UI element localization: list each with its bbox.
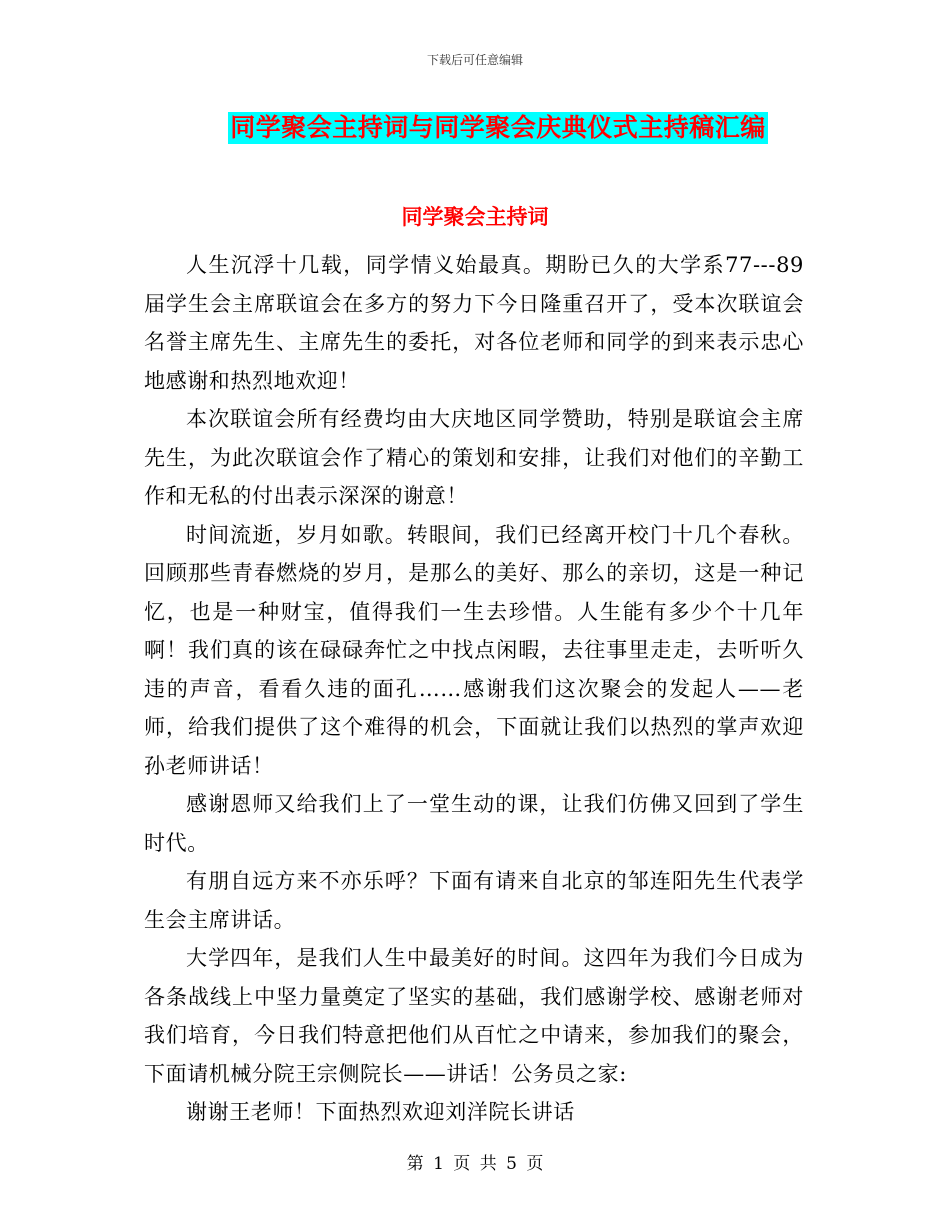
section-title: 同学聚会主持词	[401, 205, 549, 229]
paragraph: 谢谢王老师！下面热烈欢迎刘洋院长讲话	[186, 1100, 575, 1124]
document-body	[144, 246, 804, 1132]
document-title-container	[0, 112, 950, 144]
page-number: 第 1 页 共 5 页	[406, 1154, 544, 1174]
paragraph: 有朋自远方来不亦乐呼？下面有请来自北京的邹连阳先生代表学生会主席讲话。	[144, 869, 804, 932]
paragraph: 人生沉浮十几载，同学情义始最真。期盼已久的大学系77---89届学生会主席联谊会在多方的努力下今日隆重召开了，受本次联谊会名誉主席先生、主席先生的委托，对各位老师和同学的到来表示忠心地感谢和热烈地欢迎！	[144, 253, 804, 393]
paragraph: 时间流逝，岁月如歌。转眼间，我们已经离开校门十几个春秋。回顾那些青春燃烧的岁月，是那么的美好、那么的亲切，这是一种记忆，也是一种财宝，值得我们一生去珍惜。人生能有多少个十几年啊！我们真的该在碌碌奔忙之中找点闲暇，去往事里走走，去听听久违的声音，看看久违的面孔……感谢我们这次聚会的发起人——老师，给我们提供了这个难得的机会，下面就让我们以热烈的掌声欢迎孙老师讲话！	[144, 522, 804, 778]
document-title: 同学聚会主持词与同学聚会庆典仪式主持稿汇编	[230, 113, 766, 142]
paragraph: 感谢恩师又给我们上了一堂生动的课，让我们仿佛又回到了学生时代。	[144, 792, 804, 855]
paragraph: 本次联谊会所有经费均由大庆地区同学赞助，特别是联谊会主席先生，为此次联谊会作了精心的策划和安排，让我们对他们的辛勤工作和无私的付出表示深深的谢意！	[144, 407, 804, 508]
paragraph: 大学四年，是我们人生中最美好的时间。这四年为我们今日成为各条战线上中坚力量奠定了坚实的基础，我们感谢学校、感谢老师对我们培育，今日我们特意把他们从百忙之中请来，参加我们的聚会，下面请机械分院王宗侧院长——讲话！公务员之家:	[144, 946, 804, 1086]
page-header-note: 下载后可任意编辑	[426, 53, 523, 67]
